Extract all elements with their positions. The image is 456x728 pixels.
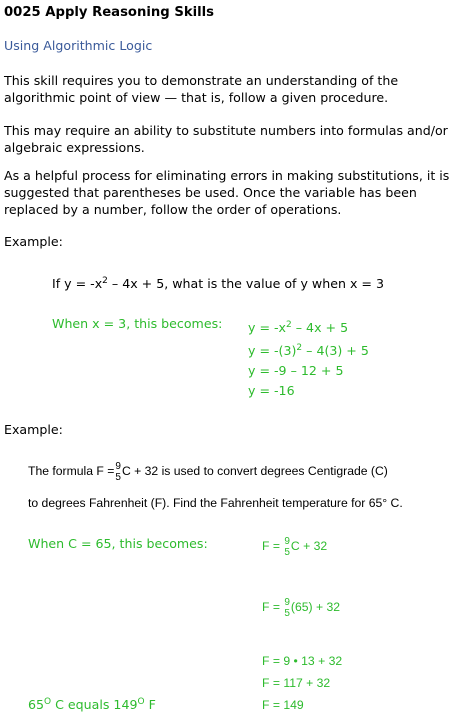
example1-question: If $y = -x^2 - 4x + 5$, what is the value of y when x = 3 [52,275,384,291]
example1-step: $y = -(3)^2 - 4(3) + 5$ [248,342,369,358]
example2-step: F = 117 + 32 [262,676,331,690]
example1-step: y = -9 – 12 + 5 [248,363,344,378]
example2-step: F = 9 5 C + 32 [262,535,328,558]
example-label: Example: [4,234,63,249]
example-label: Example: [4,422,63,437]
example1-step: y = -16 [248,383,295,398]
paragraph-parentheses: As a helpful process for eliminating errors in making substitutions, it is suggested that parentheses be used. Once the variable has been replaced by a number, follow the order of operations. [4,168,450,217]
example2-step: F = 9 • 13 + 32 [262,654,343,668]
example1-lead: When x = 3, this becomes: [52,316,223,331]
example2-question-line2: to degrees Fahrenheit (F). Find the Fahrenheit temperature for 65° C. [28,496,403,510]
section-subtitle: Using Algorithmic Logic [4,38,153,53]
page-title: 0025 Apply Reasoning Skills [4,5,215,20]
example2-question-line1: The formula F = 9 5 C + 32 is used to convert degrees Centigrade (C) [28,460,388,483]
paragraph-substitution: This may require an ability to substitute numbers into formulas and/or algebraic expressions. [4,123,448,155]
example2-conclusion: $65^O$ C equals $149^O$ F [28,696,156,712]
example2-lead: When C = 65, this becomes: [28,536,208,551]
paragraph-intro: This skill requires you to demonstrate an understanding of the algorithmic point of view — that is, follow a given procedure. [4,73,399,105]
example1-step: $y = -x^2 - 4x + 5$ [248,319,349,335]
fraction-nine-fifths: 9 5 [284,535,290,558]
fraction-nine-fifths: 9 5 [115,460,121,483]
fraction-nine-fifths: 9 5 [284,596,290,619]
example2-step: F = 149 [262,698,304,712]
example2-step: F = 9 5 (65) + 32 [262,596,341,619]
